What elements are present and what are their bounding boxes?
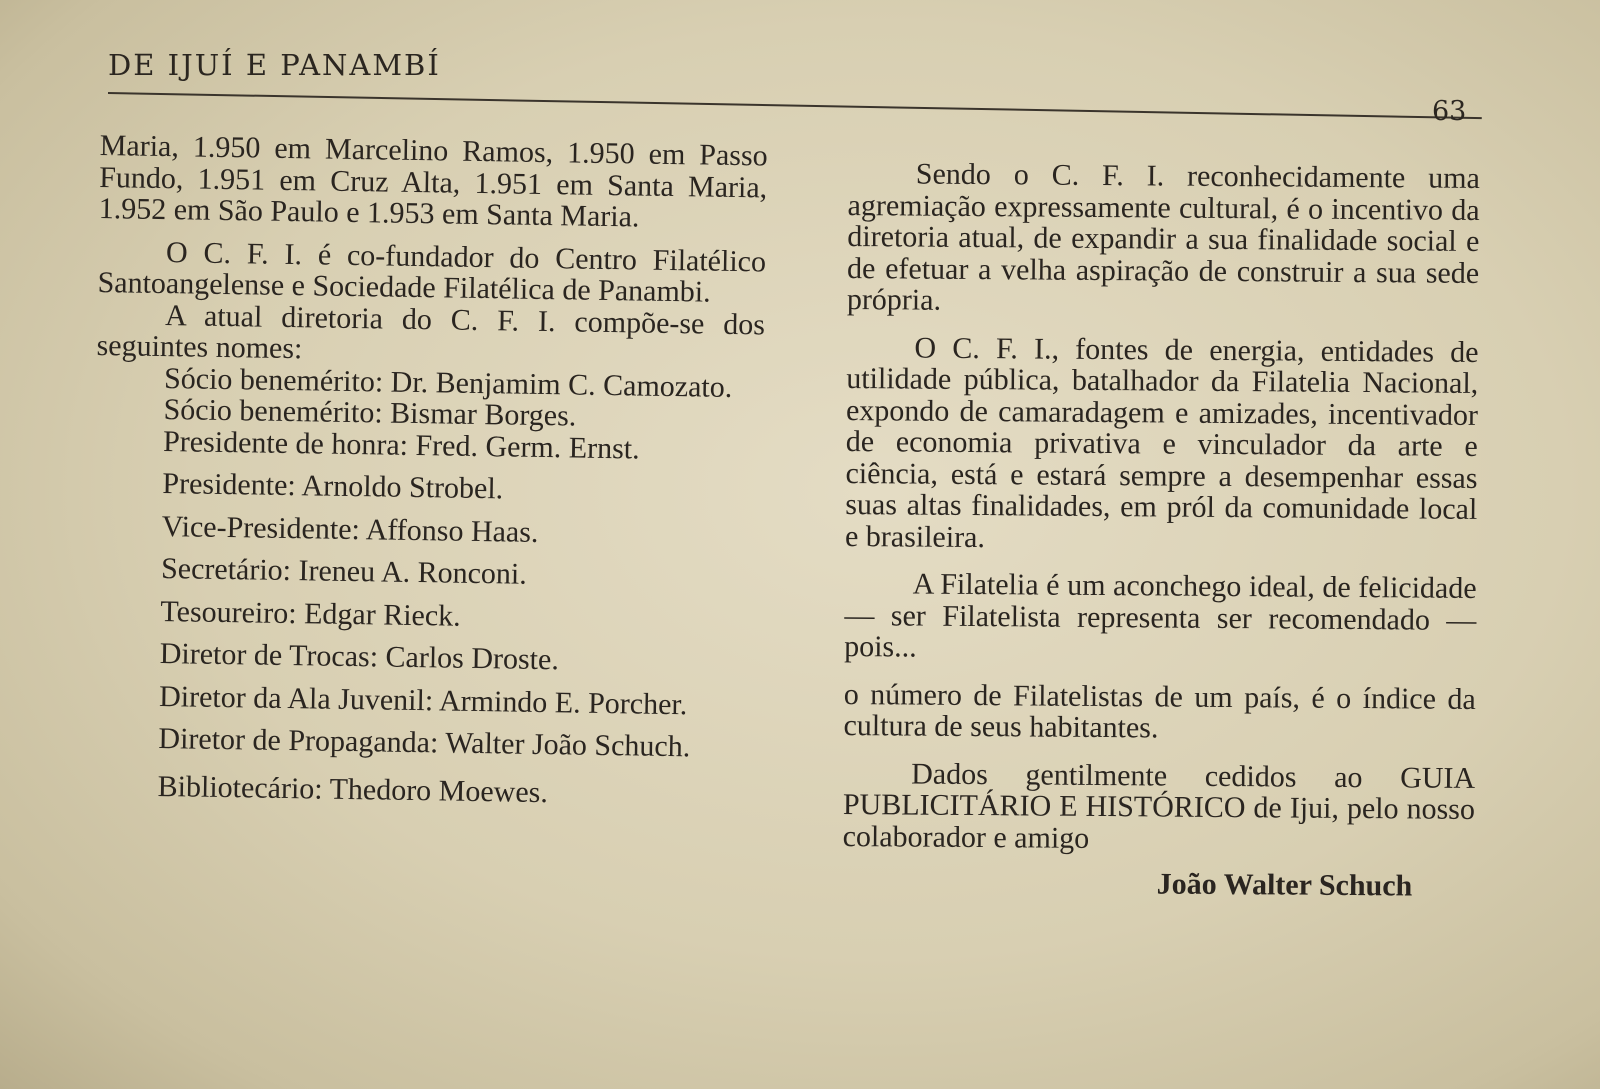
paragraph: O C. F. I. é co-fundador do Centro Filatélico Santoangelense e Sociedade Filatélica de Panambi. <box>97 235 767 309</box>
board-member-line: Presidente: Arnoldo Strobel. <box>162 467 504 506</box>
board-member-line: Vice-Presidente: Affonso Haas. <box>161 509 539 549</box>
board-member-line: Tesoureiro: Edgar Rieck. <box>160 594 461 633</box>
right-column <box>842 158 1480 902</box>
author-signature: João Walter Schuch <box>1156 867 1413 903</box>
page-number: 63 <box>1432 96 1467 127</box>
board-member-line: Presidente de honra: Fred. Germ. Ernst. <box>162 424 640 466</box>
paragraph: A Filatelia é um aconchego ideal, de felicidade — ser Filatelista representa ser recomendado — pois... <box>844 567 1477 664</box>
paragraph: o número de Filatelistas de um país, é o índice da cultura de seus habitantes. <box>843 677 1476 745</box>
paragraph: A atual diretoria do C. F. I. compõe-se dos seguintes nomes: <box>96 298 766 366</box>
paragraph: Maria, 1.950 em Marcelino Ramos, 1.950 em Passo Fundo, 1.951 em Cruz Alta, 1.951 em Santa Maria, 1.952 em São Paulo e 1.953 em Santa Maria. <box>98 129 768 234</box>
paragraph: Dados gentilmente cedidos ao GUIA PUBLICITÁRIO E HISTÓRICO de Ijui, pelo nosso colaborador e amigo <box>842 757 1476 855</box>
left-column <box>89 130 767 811</box>
board-member-line: Diretor da Ala Juvenil: Armindo E. Porcher. <box>158 679 688 721</box>
board-member-line: Sócio benemérito: Bismar Borges. <box>163 393 577 433</box>
header-rule <box>108 92 1482 119</box>
paragraph: Sendo o C. F. I. reconhecidamente uma agremiação expressamente cultural, é o incentivo da diretoria atual, de expandir a sua finalidade social e de efetuar a velha aspiração de construir a sua sede própria. <box>846 157 1480 317</box>
board-member-line: Bibliotecário: Thedoro Moewes. <box>157 769 549 809</box>
board-member-line: Sócio benemérito: Dr. Benjamim C. Camozato. <box>163 361 733 404</box>
running-title: DE IJUÍ E PANAMBÍ <box>108 48 441 82</box>
board-member-line: Secretário: Ireneu A. Ronconi. <box>160 552 528 591</box>
board-member-line: Diretor de Trocas: Carlos Droste. <box>159 637 560 677</box>
board-member-line: Diretor de Propaganda: Walter João Schuch. <box>158 721 691 764</box>
paragraph: O C. F. I., fontes de energia, entidades de utilidade pública, batalhador da Filatelia Nacional, expondo de camaradagem e amizades, incentivador de economia privativa e vinculador da arte e ciência, está e estará sempre a desempenhar essas suas altas finalidades, em pról da comunidade local e brasileira. <box>844 331 1479 554</box>
